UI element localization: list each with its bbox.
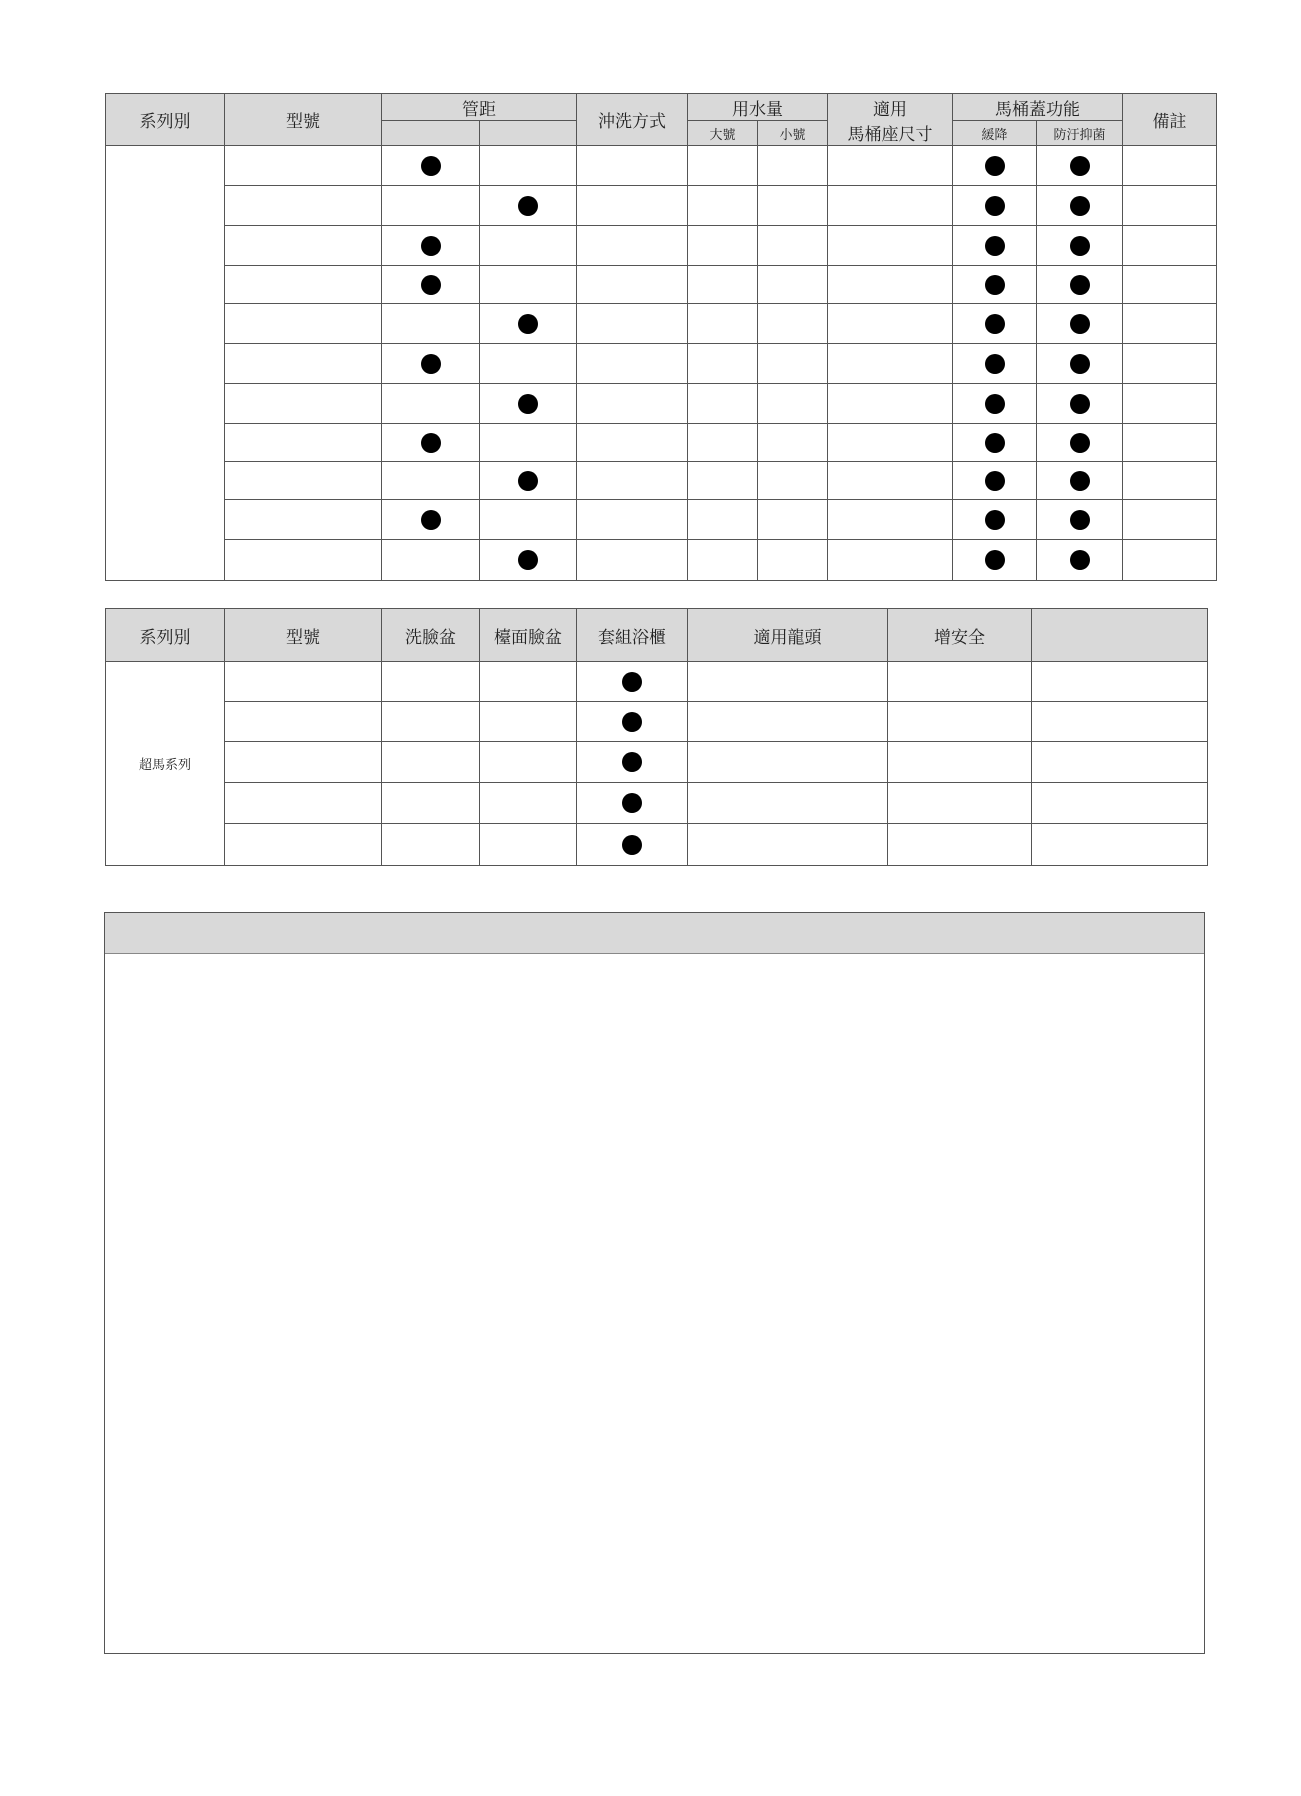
lid-antibac-cell bbox=[1037, 226, 1123, 266]
header-seat-size bbox=[828, 94, 953, 146]
model-cell bbox=[225, 824, 382, 866]
pipe-b-cell bbox=[480, 146, 577, 186]
lid-antibac-cell bbox=[1037, 304, 1123, 344]
filled-dot-icon bbox=[622, 672, 642, 692]
header-water-usage: 用水量 bbox=[688, 94, 828, 121]
flush-cell bbox=[577, 304, 688, 344]
header-lid-antibacterial: 防汙抑菌 bbox=[1037, 121, 1123, 146]
table-row bbox=[106, 266, 1217, 304]
water-small-cell bbox=[758, 384, 828, 424]
table-row bbox=[106, 824, 1208, 866]
counter-basin-cell bbox=[480, 783, 577, 824]
filled-dot-icon bbox=[985, 433, 1005, 453]
faucet-cell bbox=[688, 702, 888, 742]
filled-dot-icon bbox=[421, 354, 441, 374]
water-small-cell bbox=[758, 226, 828, 266]
remarks-cell bbox=[1123, 424, 1217, 462]
water-small-cell bbox=[758, 500, 828, 540]
remarks-cell bbox=[1123, 266, 1217, 304]
table-row bbox=[106, 500, 1217, 540]
table-row bbox=[106, 702, 1208, 742]
safety-cell bbox=[888, 824, 1032, 866]
model-cell bbox=[225, 540, 382, 581]
remarks-cell bbox=[1123, 186, 1217, 226]
cabinet-set-cell bbox=[577, 662, 688, 702]
table-row bbox=[106, 226, 1217, 266]
filled-dot-icon bbox=[518, 394, 538, 414]
lid-soft-cell bbox=[953, 186, 1037, 226]
basin-cell bbox=[382, 783, 480, 824]
filled-dot-icon bbox=[985, 314, 1005, 334]
water-big-cell bbox=[688, 384, 758, 424]
lid-antibac-cell bbox=[1037, 186, 1123, 226]
counter-basin-cell bbox=[480, 824, 577, 866]
flush-cell bbox=[577, 186, 688, 226]
table-row bbox=[106, 783, 1208, 824]
water-small-cell bbox=[758, 424, 828, 462]
header-safety: 增安全 bbox=[888, 609, 1032, 662]
lid-antibac-cell bbox=[1037, 540, 1123, 581]
lid-antibac-cell bbox=[1037, 500, 1123, 540]
header-water-small: 小號 bbox=[758, 121, 828, 146]
header-water-big: 大號 bbox=[688, 121, 758, 146]
filled-dot-icon bbox=[1070, 196, 1090, 216]
filled-dot-icon bbox=[518, 550, 538, 570]
filled-dot-icon bbox=[518, 314, 538, 334]
header-extra bbox=[1032, 609, 1208, 662]
filled-dot-icon bbox=[421, 433, 441, 453]
cabinet-set-cell bbox=[577, 742, 688, 783]
flush-cell bbox=[577, 462, 688, 500]
pipe-a-cell bbox=[382, 462, 480, 500]
model-cell bbox=[225, 462, 382, 500]
basin-cell bbox=[382, 824, 480, 866]
filled-dot-icon bbox=[622, 793, 642, 813]
filled-dot-icon bbox=[622, 835, 642, 855]
header-series: 系列別 bbox=[106, 94, 225, 146]
water-big-cell bbox=[688, 226, 758, 266]
filled-dot-icon bbox=[1070, 471, 1090, 491]
remarks-cell bbox=[1123, 384, 1217, 424]
water-big-cell bbox=[688, 500, 758, 540]
table-row bbox=[106, 462, 1217, 500]
lid-antibac-cell bbox=[1037, 344, 1123, 384]
extra-cell bbox=[1032, 824, 1208, 866]
header-counter-basin: 檯面臉盆 bbox=[480, 609, 577, 662]
faucet-cell bbox=[688, 662, 888, 702]
water-big-cell bbox=[688, 186, 758, 226]
model-cell bbox=[225, 146, 382, 186]
model-cell bbox=[225, 226, 382, 266]
water-small-cell bbox=[758, 186, 828, 226]
lid-soft-cell bbox=[953, 146, 1037, 186]
pipe-a-cell bbox=[382, 540, 480, 581]
filled-dot-icon bbox=[985, 156, 1005, 176]
pipe-a-cell bbox=[382, 266, 480, 304]
extra-cell bbox=[1032, 702, 1208, 742]
seat-size-cell bbox=[828, 500, 953, 540]
water-big-cell bbox=[688, 304, 758, 344]
remarks-cell bbox=[1123, 462, 1217, 500]
model-cell bbox=[225, 702, 382, 742]
header-pipe-distance: 管距 bbox=[382, 94, 577, 121]
pipe-b-cell bbox=[480, 304, 577, 344]
water-big-cell bbox=[688, 424, 758, 462]
flush-cell bbox=[577, 384, 688, 424]
model-cell bbox=[225, 424, 382, 462]
header-pipe-b bbox=[480, 121, 577, 146]
filled-dot-icon bbox=[985, 550, 1005, 570]
series-cell: 超馬系列 bbox=[106, 662, 225, 866]
lid-antibac-cell bbox=[1037, 424, 1123, 462]
water-small-cell bbox=[758, 540, 828, 581]
filled-dot-icon bbox=[622, 752, 642, 772]
filled-dot-icon bbox=[985, 275, 1005, 295]
cabinet-set-cell bbox=[577, 702, 688, 742]
remarks-cell bbox=[1123, 540, 1217, 581]
model-cell bbox=[225, 186, 382, 226]
water-big-cell bbox=[688, 146, 758, 186]
safety-cell bbox=[888, 783, 1032, 824]
water-small-cell bbox=[758, 344, 828, 384]
flush-cell bbox=[577, 344, 688, 384]
table-row bbox=[106, 540, 1217, 581]
seat-size-cell bbox=[828, 186, 953, 226]
series-cell bbox=[106, 146, 225, 581]
flush-cell bbox=[577, 226, 688, 266]
seat-size-cell bbox=[828, 146, 953, 186]
extra-cell bbox=[1032, 742, 1208, 783]
pipe-b-cell bbox=[480, 500, 577, 540]
header-flush-method: 沖洗方式 bbox=[577, 94, 688, 146]
seat-size-cell bbox=[828, 226, 953, 266]
pipe-a-cell bbox=[382, 186, 480, 226]
filled-dot-icon bbox=[421, 510, 441, 530]
table-row bbox=[106, 146, 1217, 186]
flush-cell bbox=[577, 540, 688, 581]
seat-size-cell bbox=[828, 304, 953, 344]
lid-soft-cell bbox=[953, 226, 1037, 266]
model-cell bbox=[225, 500, 382, 540]
flush-cell bbox=[577, 500, 688, 540]
pipe-a-cell bbox=[382, 146, 480, 186]
water-small-cell bbox=[758, 304, 828, 344]
faucet-cell bbox=[688, 742, 888, 783]
basin-cell bbox=[382, 742, 480, 783]
filled-dot-icon bbox=[1070, 236, 1090, 256]
pipe-b-cell bbox=[480, 266, 577, 304]
basin-cell bbox=[382, 662, 480, 702]
extra-cell bbox=[1032, 783, 1208, 824]
header-model: 型號 bbox=[225, 609, 382, 662]
safety-cell bbox=[888, 662, 1032, 702]
filled-dot-icon bbox=[1070, 314, 1090, 334]
notes-box bbox=[104, 912, 1205, 1654]
header-cabinet-set: 套組浴櫃 bbox=[577, 609, 688, 662]
lid-soft-cell bbox=[953, 266, 1037, 304]
lid-soft-cell bbox=[953, 384, 1037, 424]
counter-basin-cell bbox=[480, 742, 577, 783]
filled-dot-icon bbox=[518, 471, 538, 491]
table-row bbox=[106, 344, 1217, 384]
filled-dot-icon bbox=[1070, 394, 1090, 414]
lid-soft-cell bbox=[953, 304, 1037, 344]
faucet-cell bbox=[688, 783, 888, 824]
lid-soft-cell bbox=[953, 462, 1037, 500]
model-cell bbox=[225, 304, 382, 344]
lid-soft-cell bbox=[953, 500, 1037, 540]
filled-dot-icon bbox=[1070, 550, 1090, 570]
filled-dot-icon bbox=[985, 394, 1005, 414]
safety-cell bbox=[888, 742, 1032, 783]
filled-dot-icon bbox=[622, 712, 642, 732]
pipe-a-cell bbox=[382, 424, 480, 462]
water-big-cell bbox=[688, 266, 758, 304]
model-cell bbox=[225, 742, 382, 783]
faucet-cell bbox=[688, 824, 888, 866]
pipe-b-cell bbox=[480, 540, 577, 581]
filled-dot-icon bbox=[985, 510, 1005, 530]
header-seat-size-line2: 馬桶座尺寸 bbox=[847, 124, 933, 145]
pipe-a-cell bbox=[382, 226, 480, 266]
water-small-cell bbox=[758, 146, 828, 186]
filled-dot-icon bbox=[985, 471, 1005, 491]
filled-dot-icon bbox=[421, 156, 441, 176]
header-basin: 洗臉盆 bbox=[382, 609, 480, 662]
toilet-spec-table bbox=[105, 93, 1217, 581]
model-cell bbox=[225, 662, 382, 702]
pipe-b-cell bbox=[480, 384, 577, 424]
filled-dot-icon bbox=[1070, 156, 1090, 176]
table-row bbox=[106, 186, 1217, 226]
pipe-b-cell bbox=[480, 462, 577, 500]
remarks-cell bbox=[1123, 304, 1217, 344]
basin-cell bbox=[382, 702, 480, 742]
lid-antibac-cell bbox=[1037, 384, 1123, 424]
pipe-a-cell bbox=[382, 304, 480, 344]
filled-dot-icon bbox=[518, 196, 538, 216]
filled-dot-icon bbox=[1070, 275, 1090, 295]
seat-size-cell bbox=[828, 462, 953, 500]
flush-cell bbox=[577, 146, 688, 186]
remarks-cell bbox=[1123, 226, 1217, 266]
pipe-a-cell bbox=[382, 384, 480, 424]
cabinet-set-cell bbox=[577, 783, 688, 824]
remarks-cell bbox=[1123, 344, 1217, 384]
pipe-b-cell bbox=[480, 186, 577, 226]
lid-soft-cell bbox=[953, 540, 1037, 581]
seat-size-cell bbox=[828, 540, 953, 581]
seat-size-cell bbox=[828, 266, 953, 304]
remarks-cell bbox=[1123, 500, 1217, 540]
filled-dot-icon bbox=[985, 236, 1005, 256]
flush-cell bbox=[577, 266, 688, 304]
cabinet-set-cell bbox=[577, 824, 688, 866]
filled-dot-icon bbox=[1070, 433, 1090, 453]
header-series: 系列別 bbox=[106, 609, 225, 662]
water-big-cell bbox=[688, 344, 758, 384]
model-cell bbox=[225, 783, 382, 824]
table-row bbox=[106, 384, 1217, 424]
filled-dot-icon bbox=[1070, 354, 1090, 374]
lid-antibac-cell bbox=[1037, 146, 1123, 186]
header-model: 型號 bbox=[225, 94, 382, 146]
cabinet-spec-table bbox=[105, 608, 1208, 866]
lid-soft-cell bbox=[953, 424, 1037, 462]
seat-size-cell bbox=[828, 424, 953, 462]
notes-header bbox=[105, 913, 1204, 954]
filled-dot-icon bbox=[1070, 510, 1090, 530]
model-cell bbox=[225, 384, 382, 424]
extra-cell bbox=[1032, 662, 1208, 702]
table-row bbox=[106, 424, 1217, 462]
water-big-cell bbox=[688, 540, 758, 581]
pipe-b-cell bbox=[480, 344, 577, 384]
header-lid-soft-close: 緩降 bbox=[953, 121, 1037, 146]
model-cell bbox=[225, 344, 382, 384]
filled-dot-icon bbox=[985, 196, 1005, 216]
pipe-a-cell bbox=[382, 500, 480, 540]
filled-dot-icon bbox=[421, 236, 441, 256]
pipe-b-cell bbox=[480, 226, 577, 266]
seat-size-cell bbox=[828, 384, 953, 424]
pipe-a-cell bbox=[382, 344, 480, 384]
table-row bbox=[106, 304, 1217, 344]
remarks-cell bbox=[1123, 146, 1217, 186]
counter-basin-cell bbox=[480, 702, 577, 742]
lid-antibac-cell bbox=[1037, 266, 1123, 304]
water-small-cell bbox=[758, 462, 828, 500]
lid-soft-cell bbox=[953, 344, 1037, 384]
pipe-b-cell bbox=[480, 424, 577, 462]
flush-cell bbox=[577, 424, 688, 462]
header-lid-function: 馬桶蓋功能 bbox=[953, 94, 1123, 121]
counter-basin-cell bbox=[480, 662, 577, 702]
water-small-cell bbox=[758, 266, 828, 304]
header-faucet: 適用龍頭 bbox=[688, 609, 888, 662]
header-remarks: 備註 bbox=[1123, 94, 1217, 146]
safety-cell bbox=[888, 702, 1032, 742]
seat-size-cell bbox=[828, 344, 953, 384]
table-row bbox=[106, 742, 1208, 783]
filled-dot-icon bbox=[985, 354, 1005, 374]
header-pipe-a bbox=[382, 121, 480, 146]
water-big-cell bbox=[688, 462, 758, 500]
lid-antibac-cell bbox=[1037, 462, 1123, 500]
table-row bbox=[106, 662, 1208, 702]
header-seat-size-line1: 適用 bbox=[873, 99, 907, 120]
model-cell bbox=[225, 266, 382, 304]
filled-dot-icon bbox=[421, 275, 441, 295]
